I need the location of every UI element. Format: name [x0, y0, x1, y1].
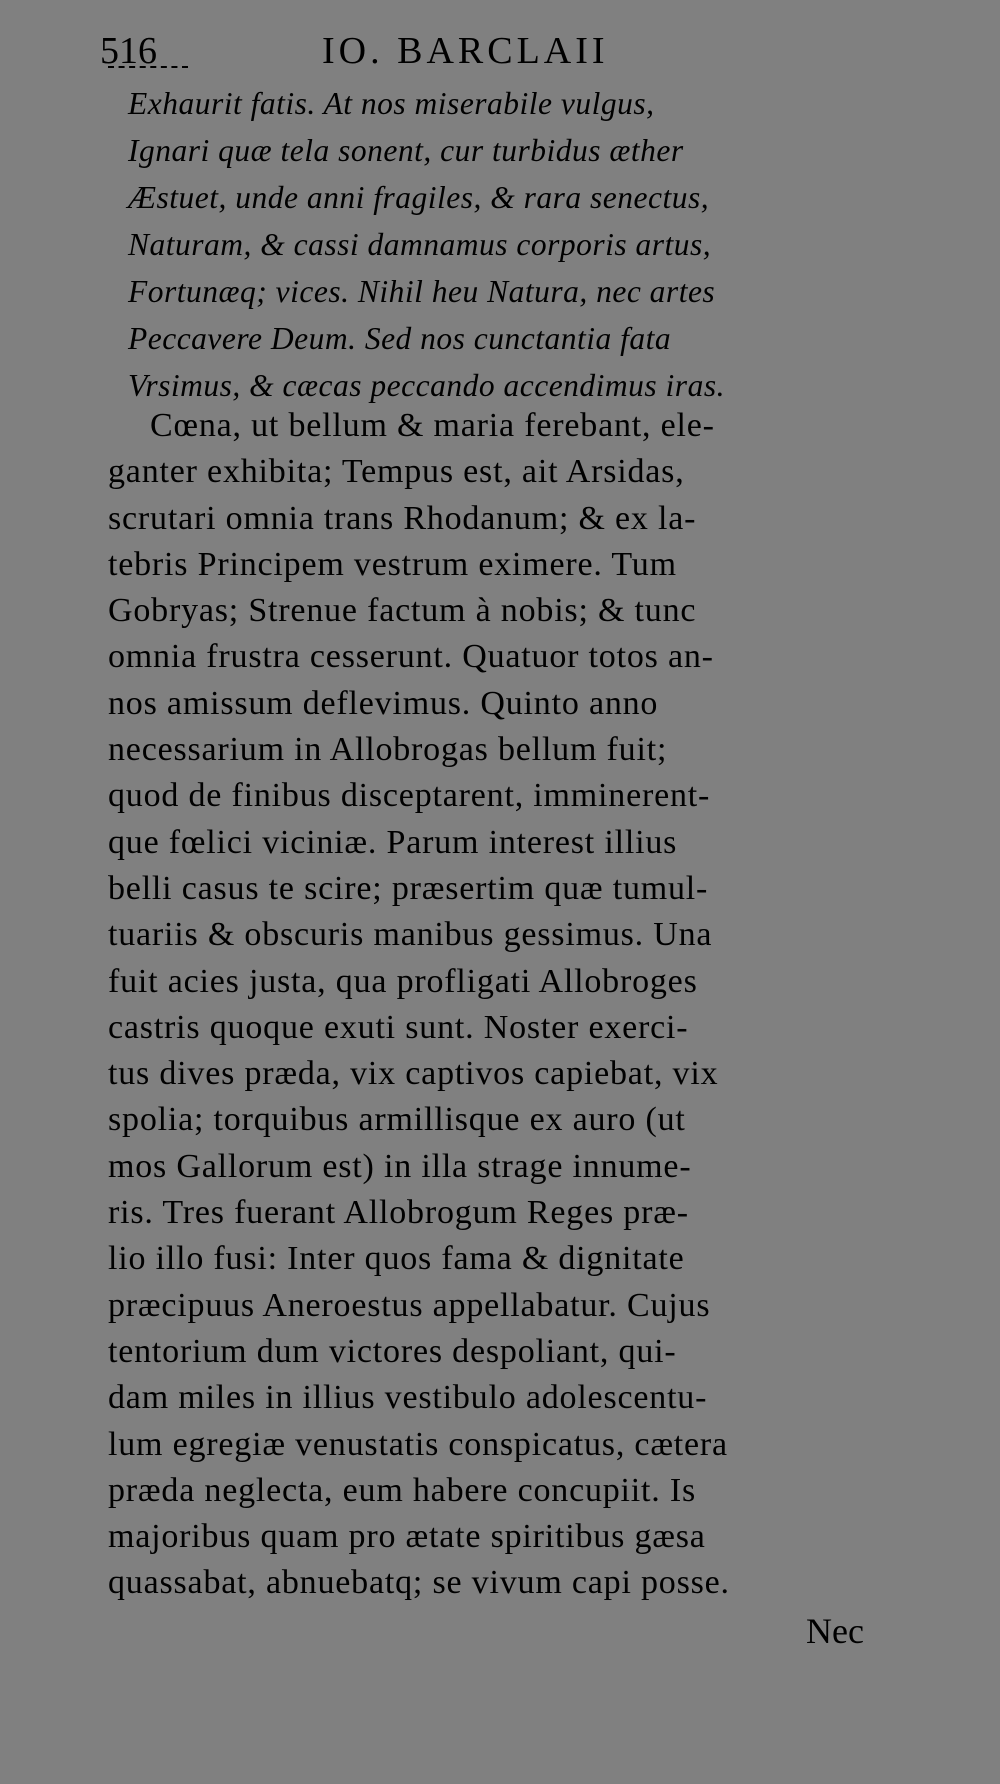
- verse-line: Æstuet, unde anni fragiles, & rara senectus,: [128, 180, 710, 215]
- prose-line: mos Gallorum est) in illa strage innume-: [108, 1147, 692, 1185]
- prose-line: dam miles in illius vestibulo adolescentu-: [108, 1379, 708, 1417]
- prose-line: præcipuus Aneroestus appellabatur. Cujus: [108, 1286, 711, 1324]
- prose-line: necessarium in Allobrogas bellum fuit;: [108, 731, 668, 769]
- prose-line: quassabat, abnuebatq; se vivum capi posse.: [108, 1564, 730, 1602]
- prose-line: quod de finibus disceptarent, imminerent-: [108, 777, 711, 815]
- prose-line: Cœna, ut bellum & maria ferebant, ele-: [150, 407, 715, 444]
- prose-line: tentorium dum victores despoliant, qui-: [108, 1332, 677, 1370]
- prose-line: castris quoque exuti sunt. Noster exerci-: [108, 1008, 689, 1046]
- verse-line: Fortunæq; vices. Nihil heu Natura, nec artes: [128, 274, 716, 309]
- prose-line: fuit acies justa, qua profligati Allobroges: [108, 962, 698, 1000]
- prose-line: majoribus quam pro ætate spiritibus gæsa: [108, 1518, 706, 1556]
- prose-line: Gobryas; Strenue factum à nobis; & tunc: [108, 592, 697, 630]
- verse-line: Peccavere Deum. Sed nos cunctantia fata: [128, 321, 672, 356]
- prose-line: nos amissum deflevimus. Quinto anno: [108, 684, 659, 722]
- verse-line: Vrsimus, & cæcas peccando accendimus iras.: [128, 368, 725, 403]
- prose-line: ris. Tres fuerant Allobrogum Reges præ-: [108, 1194, 689, 1232]
- prose-line: spolia; torquibus armillisque ex auro (ut: [108, 1101, 686, 1139]
- prose-line: que fœlici viciniæ. Parum interest illius: [108, 823, 678, 861]
- catchword: Nec: [806, 1611, 864, 1651]
- prose-line: omnia frustra cesserunt. Quatuor totos an-: [108, 638, 714, 676]
- prose-line: tebris Principem vestrum eximere. Tum: [108, 545, 677, 583]
- prose-line: lio illo fusi: Inter quos fama & dignitate: [108, 1240, 685, 1278]
- prose-line: ganter exhibita; Tempus est, ait Arsidas,: [108, 453, 685, 491]
- verse-line: Ignari quæ tela sonent, cur turbidus æther: [128, 133, 684, 168]
- verse-line: Exhaurit fatis. At nos miserabile vulgus,: [128, 86, 655, 121]
- prose-line: tuariis & obscuris manibus gessimus. Una: [108, 916, 713, 954]
- page-header: [100, 26, 720, 76]
- prose-block: [108, 403, 908, 1607]
- verse-block: [128, 80, 908, 409]
- prose-line: tus dives præda, vix captivos capiebat, vix: [108, 1055, 719, 1093]
- prose-line: scrutari omnia trans Rhodanum; & ex la-: [108, 499, 697, 537]
- prose-line: præda neglecta, eum habere concupiit. Is: [108, 1471, 697, 1509]
- verse-line: Naturam, & cassi damnamus corporis artus,: [128, 227, 712, 262]
- running-head: IO. BARCLAII: [322, 30, 609, 72]
- page-number: 516: [100, 30, 157, 72]
- prose-line: belli casus te scire; præsertim quæ tumul-: [108, 869, 709, 907]
- prose-line: lum egregiæ venustatis conspicatus, cætera: [108, 1425, 728, 1463]
